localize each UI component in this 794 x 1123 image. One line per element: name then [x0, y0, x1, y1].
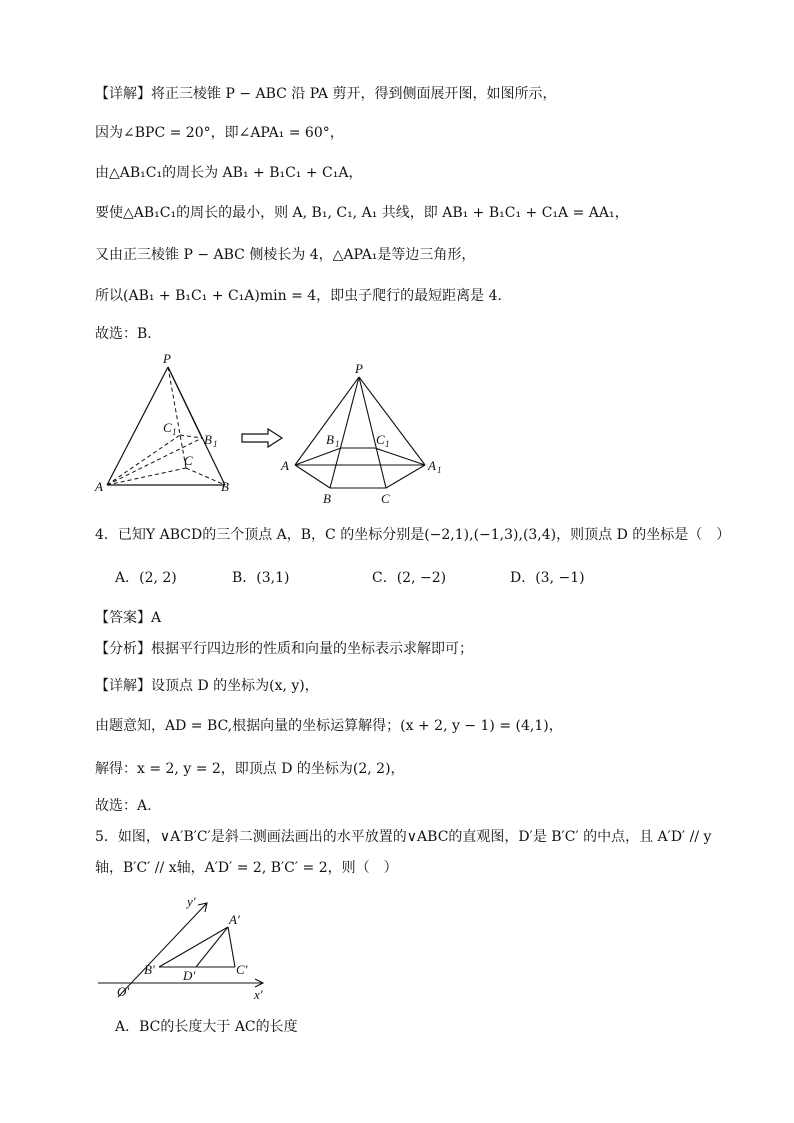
label-O: O′	[117, 984, 130, 999]
label-P: P	[355, 361, 363, 376]
label-B: B	[221, 479, 229, 494]
label-A1: A	[428, 458, 436, 473]
detail-line-1: 【详解】设顶点 D 的坐标为(x, y)，	[95, 678, 319, 694]
detail-line-3: 解得：x = 2, y = 2，即顶点 D 的坐标为(2, 2)，	[95, 761, 405, 777]
oblique-axes-figure	[95, 890, 285, 1010]
label-D: D′	[183, 968, 196, 983]
detail-line-2: 由题意知，AD = BC,根据向量的坐标运算解得；(x + 2, y − 1) = (4,1)，	[95, 718, 563, 734]
q4-option-a: A．(2, 2)	[115, 570, 177, 586]
label-C: C	[381, 491, 390, 506]
question-4: 4．已知Y ABCD的三个顶点 A，B，C 的坐标分别是(−2,1),(−1,3),(3,4)，则顶点 D 的坐标是（ ）	[95, 527, 731, 543]
label-B1-sub: 1	[335, 439, 340, 449]
question-5-line-1: 5．如图，∨A′B′C′是斜二测画法画出的水平放置的∨ABC的直观图，D′是 B′C′ 的中点，且 A′D′ // y	[95, 829, 712, 845]
label-A: A	[281, 458, 289, 473]
unfolded-net-figure	[278, 360, 448, 510]
solution-line-1: 【详解】将正三棱锥 P − ABC 沿 PA 剪开，得到侧面展开图，如图所示，	[95, 86, 557, 102]
answer-line: 【答案】A	[95, 610, 162, 626]
label-A1-sub: 1	[437, 465, 442, 475]
label-B1: B	[326, 432, 334, 447]
q4-option-c: C．(2, −2)	[372, 570, 447, 586]
label-C1: C	[376, 432, 385, 447]
label-B: B′	[144, 962, 155, 977]
pyramid-figure	[90, 350, 250, 500]
solution-line-7: 故选：B.	[95, 326, 152, 342]
solution-line-3: 由△AB₁C₁的周长为 AB₁ + B₁C₁ + C₁A，	[95, 165, 363, 181]
q5-option-a: A．BC的长度大于 AC的长度	[115, 1019, 298, 1035]
label-C1-sub: 1	[385, 439, 390, 449]
solution-line-4: 要使△AB₁C₁的周长的最小，则 A, B₁, C₁, A₁ 共线，即 AB₁ + B₁C₁ + C₁A = AA₁，	[95, 205, 629, 221]
detail-line-4: 故选：A.	[95, 798, 152, 814]
q4-option-d: D．(3, −1)	[510, 570, 585, 586]
label-A: A′	[229, 912, 240, 927]
analysis-line: 【分析】根据平行四边形的性质和向量的坐标表示求解即可；	[95, 641, 473, 657]
label-y: y′	[187, 894, 196, 909]
label-C: C	[184, 453, 193, 468]
label-B: B	[323, 491, 331, 506]
label-B1-sub: 1	[213, 439, 218, 449]
solution-line-5: 又由正三棱锥 P − ABC 侧棱长为 4，△APA₁是等边三角形，	[95, 247, 476, 263]
label-P: P	[163, 351, 171, 366]
label-C1: C	[163, 420, 172, 435]
label-B1: B	[204, 432, 212, 447]
solution-line-6: 所以(AB₁ + B₁C₁ + C₁A)min = 4，即虫子爬行的最短距离是 4．	[95, 288, 512, 304]
label-C: C′	[236, 962, 248, 977]
label-C1-sub: 1	[172, 427, 177, 437]
solution-line-2: 因为∠BPC = 20°，即∠APA₁ = 60°，	[95, 125, 344, 141]
label-x: x′	[254, 987, 263, 1002]
label-A: A	[95, 479, 103, 494]
question-5-line-2: 轴，B′C′ // x轴，A′D′ = 2, B′C′ = 2，则（ ）	[95, 860, 398, 876]
q4-option-b: B．(3,1)	[232, 570, 290, 586]
